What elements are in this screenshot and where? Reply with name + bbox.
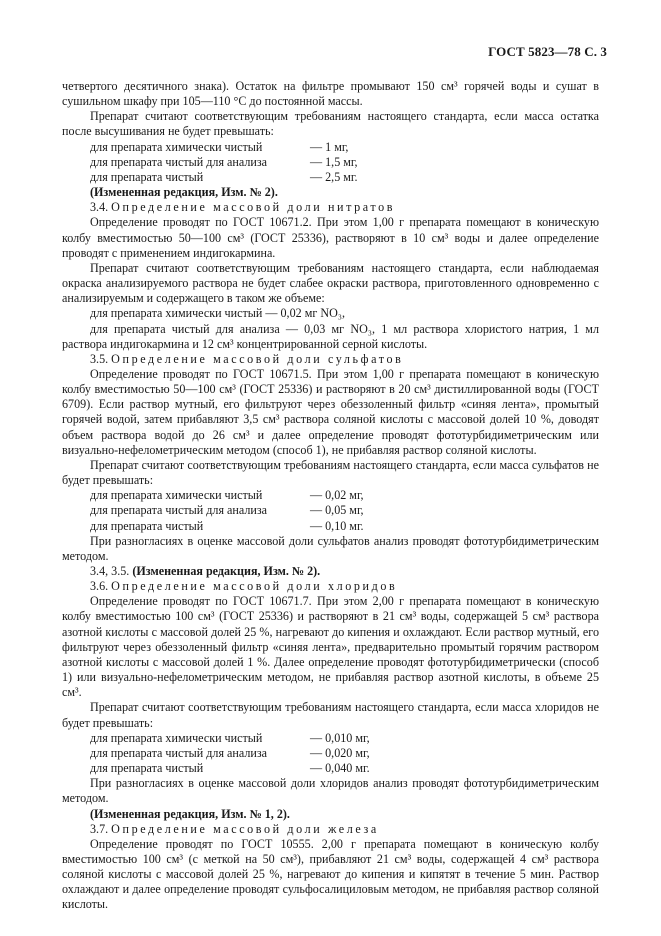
section-title: Определение массовой доли сульфатов — [111, 351, 404, 366]
section-title: Определение массовой доли железа — [111, 821, 379, 836]
paragraph: Определение проводят по ГОСТ 10671.5. При этом 1,00 г препарата помещают в коническую колбу вместимостью 50—100 см³ (ГОСТ 25336) и растворяют в 20 см³ дистиллированной воды (ГОСТ 6709). Если раствор мутный, его фильтруют через обеззоленный фильтр «синяя лента», промытый горячей водой, затем прибавляют 3,5 см³ раствора соляной кислоты с массовой долей 10 %, доводят объем раствора водой до 26 см³ и далее определение проводят фототурбидиметрическим или визуально-нефелометрическим методом (способ 1), не прибавляя раствор соляной кислоты. — [62, 366, 599, 457]
page-header: ГОСТ 5823—78 С. 3 — [488, 44, 607, 59]
paragraph: четвертого десятичного знака). Остаток на фильтре промывают 150 см³ горячей воды и сушат в сушильном шкафу при 105—110 °С до постоянной массы. — [62, 79, 599, 109]
paragraph: Препарат считают соответствующим требованиям настоящего стандарта, если масса остатка после высушивания не будет превышать: — [62, 109, 599, 139]
section-number: 3.4, 3.5. — [90, 564, 130, 578]
limit-row — [62, 503, 599, 518]
limit-row — [62, 170, 599, 185]
section-heading — [62, 579, 599, 594]
amendment-note: (Измененная редакция, Изм. № 2). — [90, 185, 278, 200]
limit-value: — 1 мг, — [310, 139, 349, 154]
section-number: 3.7. — [90, 821, 109, 836]
limit-row — [62, 761, 599, 776]
document-body — [62, 79, 599, 913]
paragraph: для препарата химически чистый — 0,02 мг NO₃, — [90, 306, 346, 321]
paragraph: Определение проводят по ГОСТ 10555. 2,00 г препарата помещают в коническую колбу вместимостью 100 см³ (с меткой на 50 см³), прибавляют 21 см³ воды, содержащей 4 см³ раствора соляной кислоты с массовой долей 25 %, нагревают до кипения и кипятят в течение 5 мин. Раствор охлаждают и далее определение проводят сульфосалициловым методом, не прибавляя раствор соляной кислоты. — [62, 836, 599, 912]
limit-value: — 0,040 мг. — [310, 761, 370, 776]
limit-row — [62, 519, 599, 534]
limit-value: — 0,05 мг, — [310, 503, 364, 518]
limit-label: для препарата чистый для анализа — [90, 745, 267, 760]
amendment-note — [62, 564, 599, 579]
section-number: 3.4. — [90, 200, 109, 215]
paragraph: Препарат считают соответствующим требованиям настоящего стандарта, если наблюдаемая окраска анализируемого раствора не будет слабее окраски раствора, приготовленного одновременно с анализируемым и содержащего в таком же объеме: — [62, 260, 599, 306]
limit-label: для препарата чистый для анализа — [90, 154, 267, 169]
paragraph: Препарат считают соответствующим требованиям настоящего стандарта, если масса сульфатов не будет превышать: — [62, 457, 599, 488]
paragraph: для препарата чистый для анализа — 0,03 мг NO₃, 1 мл раствора хлористого натрия, 1 мл раствора индигокармина и 12 см³ концентрированной серной кислоты. — [62, 321, 599, 351]
limit-label: для препарата чистый — [90, 761, 204, 776]
limit-value: — 1,5 мг, — [310, 154, 358, 169]
limit-value: — 0,02 мг, — [310, 488, 364, 503]
limit-row — [62, 746, 599, 761]
limit-label: для препарата чистый — [90, 518, 204, 533]
section-title: Определение массовой доли нитратов — [111, 200, 396, 215]
limit-value: — 0,10 мг. — [310, 518, 364, 533]
limit-label: для препарата химически чистый — [90, 139, 263, 154]
limit-row — [62, 140, 599, 155]
paragraph: Определение проводят по ГОСТ 10671.2. При этом 1,00 г препарата помещают в коническую колбу вместимостью 50—100 см³ (ГОСТ 25336), растворяют в 10 см³ воды и далее определение проводят с применением индигокармина. — [62, 215, 599, 260]
paragraph: Определение проводят по ГОСТ 10671.7. При этом 2,00 г препарата помещают в коническую колбу вместимостью 100 см³ (ГОСТ 25336) и растворяют в 21 см³ воды, содержащей 5 см³ раствора азотной кислоты с массовой долей 25 %, нагревают до кипения и охлаждают. Если раствор мутный, его фильтруют через обеззоленный фильтр «синяя лента», предварительно промытый горячим раствором азотной кислоты с массовой долей 1 %. Далее определение проводят фототурбидиметрически (способ 1) или визуально-нефелометрическим методом, не прибавляя раствор азотной кислоты, в объеме 25 см³. — [62, 594, 599, 700]
limit-value: — 2,5 мг. — [310, 169, 358, 184]
limit-value: — 0,010 мг, — [310, 730, 370, 745]
limit-row — [62, 731, 599, 746]
limit-label: для препарата чистый для анализа — [90, 503, 267, 518]
limit-row — [62, 155, 599, 170]
limit-label: для препарата химически чистый — [90, 488, 263, 503]
section-heading — [62, 822, 599, 837]
paragraph: Препарат считают соответствующим требованиям настоящего стандарта, если масса хлоридов не будет превышать: — [62, 700, 599, 730]
section-heading — [62, 352, 599, 367]
limit-label: для препарата чистый — [90, 169, 204, 184]
section-number: 3.5. — [90, 351, 109, 366]
paragraph: При разногласиях в оценке массовой доли сульфатов анализ проводят фототурбидиметрическим методом. — [62, 533, 599, 563]
amendment-note: (Измененная редакция, Изм. № 1, 2). — [90, 806, 290, 821]
limit-value: — 0,020 мг, — [310, 745, 370, 760]
section-heading — [62, 200, 599, 215]
limit-label: для препарата химически чистый — [90, 730, 263, 745]
paragraph: При разногласиях в оценке массовой доли хлоридов анализ проводят фототурбидиметрическим методом. — [62, 776, 599, 806]
limit-row — [62, 488, 599, 503]
amendment-text: (Измененная редакция, Изм. № 2). — [132, 564, 321, 578]
section-title: Определение массовой доли хлоридов — [111, 579, 398, 594]
section-number: 3.6. — [90, 579, 109, 594]
